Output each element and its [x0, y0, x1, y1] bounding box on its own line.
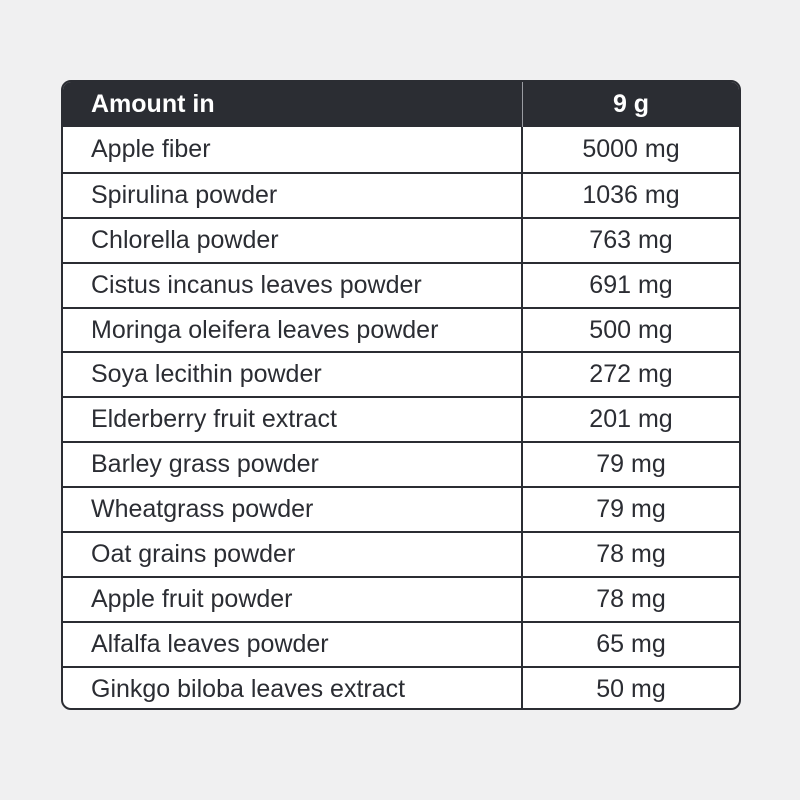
ingredient-name: Ginkgo biloba leaves extract — [63, 668, 523, 710]
table-row — [63, 351, 739, 396]
ingredient-name: Oat grains powder — [63, 533, 523, 576]
ingredient-amount: 272 mg — [589, 360, 673, 389]
ingredient-name: Apple fiber — [63, 127, 523, 172]
header-amount-cell: 9 g — [612, 90, 650, 118]
ingredient-name: Spirulina powder — [63, 174, 523, 217]
table-row — [63, 172, 739, 217]
table-row — [63, 621, 739, 666]
ingredient-name: Wheatgrass powder — [63, 488, 523, 531]
ingredient-name: Barley grass powder — [63, 443, 523, 486]
table-header — [63, 82, 739, 127]
ingredient-name: Chlorella powder — [63, 219, 523, 262]
ingredient-amount: 78 mg — [596, 584, 666, 613]
ingredient-amount: 65 mg — [596, 629, 666, 658]
table-row — [63, 576, 739, 621]
table-row — [63, 127, 739, 172]
ingredient-amount: 50 mg — [596, 674, 666, 703]
table-row — [63, 441, 739, 486]
table-row — [63, 486, 739, 531]
ingredient-amount: 1036 mg — [582, 180, 680, 209]
ingredient-name: Apple fruit powder — [63, 578, 523, 621]
header-name-cell: Amount in — [63, 82, 523, 127]
ingredient-amount: 691 mg — [589, 270, 673, 299]
table-row — [63, 217, 739, 262]
ingredient-amount: 79 mg — [596, 450, 666, 479]
table-row — [63, 531, 739, 576]
ingredient-name: Soya lecithin powder — [63, 353, 523, 396]
ingredient-amount: 500 mg — [589, 315, 673, 344]
table-row — [63, 307, 739, 352]
ingredient-amount: 79 mg — [596, 495, 666, 524]
ingredient-amount: 763 mg — [589, 225, 673, 254]
table-body — [63, 127, 739, 710]
ingredients-table — [61, 80, 741, 710]
table-row — [63, 396, 739, 441]
ingredient-amount: 201 mg — [589, 405, 673, 434]
ingredient-amount: 78 mg — [596, 539, 666, 568]
ingredient-name: Alfalfa leaves powder — [63, 623, 523, 666]
ingredient-name: Cistus incanus leaves powder — [63, 264, 523, 307]
ingredient-name: Moringa oleifera leaves powder — [63, 309, 523, 352]
ingredient-amount: 5000 mg — [582, 134, 680, 163]
ingredient-name: Elderberry fruit extract — [63, 398, 523, 441]
table-row — [63, 262, 739, 307]
table-row — [63, 666, 739, 710]
